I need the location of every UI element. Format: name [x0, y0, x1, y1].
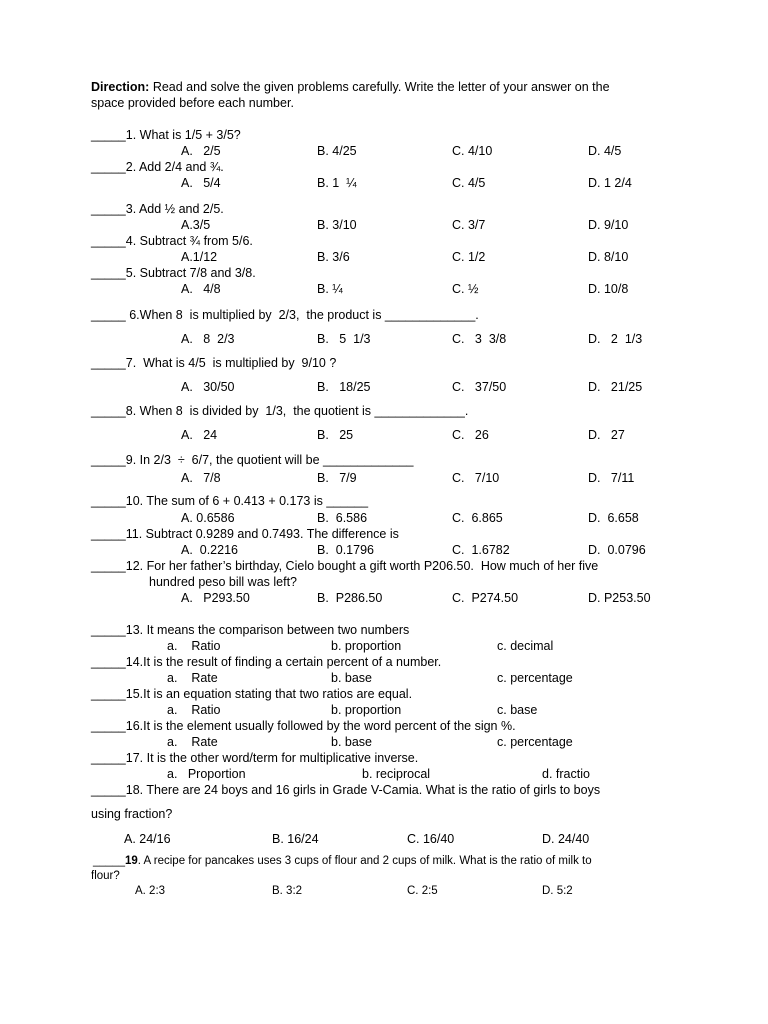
question-13: _____13. It means the comparison between two numbers	[91, 623, 410, 637]
q19-number: 19	[124, 855, 138, 867]
q11-choice-c: C. 1.6782	[452, 543, 510, 557]
direction-line-2: space provided before each number.	[91, 96, 294, 110]
q10-choice-c: C. 6.865	[452, 511, 503, 525]
q11-choice-b: B. 0.1796	[317, 543, 374, 557]
q9-choice-b: B. 7/9	[317, 471, 357, 485]
q19-choice-b: B. 3:2	[272, 885, 303, 897]
direction-line-1	[91, 80, 610, 95]
q7-choice-a: A. 30/50	[181, 380, 235, 394]
q5-choice-b: B. ¼	[317, 282, 343, 296]
q18-choice-d: D. 24/40	[542, 832, 590, 846]
q9-choice-a: A. 7/8	[181, 471, 221, 485]
question-4: _____4. Subtract ¾ from 5/6.	[91, 234, 253, 248]
q10-choice-b: B. 6.586	[317, 511, 368, 525]
q19-blank: _____	[93, 855, 125, 867]
q1-choice-a: A. 2/5	[181, 144, 221, 158]
question-1: _____1. What is 1/5 + 3/5?	[91, 128, 241, 142]
q5-choice-a: A. 4/8	[181, 282, 221, 296]
q4-choice-a: A.1/12	[181, 250, 218, 264]
q19-choice-c: C. 2:5	[407, 885, 438, 897]
q3-choice-a: A.3/5	[181, 218, 211, 232]
q1-choice-d: D. 4/5	[588, 144, 622, 158]
q4-choice-d: D. 8/10	[588, 250, 629, 264]
q12-choice-a: A. P293.50	[181, 591, 250, 605]
q6-choice-a: A. 8 2/3	[181, 332, 235, 346]
q9-choice-c: C. 7/10	[452, 471, 500, 485]
q2-choice-c: C. 4/5	[452, 176, 486, 190]
q13-choice-c: c. decimal	[497, 639, 554, 653]
question-12: _____12. For her father’s birthday, Cielo bought a gift worth P206.50. How much of her five	[91, 559, 599, 573]
question-17: _____17. It is the other word/term for multiplicative inverse.	[91, 751, 419, 765]
question-15: _____15.It is an equation stating that two ratios are equal.	[91, 687, 413, 701]
q17-choice-d: d. fractio	[542, 767, 590, 781]
q5-choice-c: C. ½	[452, 282, 479, 296]
question-16: _____16.It is the element usually followed by the word percent of the sign %.	[91, 719, 516, 733]
q7-choice-c: C. 37/50	[452, 380, 507, 394]
q19-text: . A recipe for pancakes uses 3 cups of flour and 2 cups of milk. What is the ratio of milk to	[137, 855, 592, 867]
question-6: _____ 6.When 8 is multiplied by 2/3, the product is _____________.	[91, 308, 479, 322]
question-19	[93, 854, 592, 869]
question-8: _____8. When 8 is divided by 1/3, the quotient is _____________.	[91, 404, 469, 418]
q7-choice-b: B. 18/25	[317, 380, 371, 394]
question-11: _____11. Subtract 0.9289 and 0.7493. The difference is	[91, 527, 399, 541]
q1-choice-c: C. 4/10	[452, 144, 493, 158]
q11-choice-d: D. 0.0796	[588, 543, 646, 557]
direction-label: Direction:	[91, 80, 150, 94]
q10-choice-a: A. 0.6586	[181, 511, 235, 525]
q18-choice-b: B. 16/24	[272, 832, 319, 846]
q12-choice-b: B. P286.50	[317, 591, 383, 605]
q15-choice-b: b. proportion	[331, 703, 402, 717]
q4-choice-b: B. 3/6	[317, 250, 350, 264]
q6-choice-c: C. 3 3/8	[452, 332, 507, 346]
q2-choice-a: A. 5/4	[181, 176, 221, 190]
q2-choice-d: D. 1 2/4	[588, 176, 632, 190]
q4-choice-c: C. 1/2	[452, 250, 486, 264]
question-12-line-2: hundred peso bill was left?	[149, 575, 298, 589]
question-5: _____5. Subtract 7/8 and 3/8.	[91, 266, 256, 280]
q1-choice-b: B. 4/25	[317, 144, 357, 158]
q16-choice-c: c. percentage	[497, 735, 573, 749]
question-2: _____2. Add 2/4 and ¾.	[91, 160, 224, 174]
q14-choice-a: a. Rate	[167, 671, 218, 685]
q6-choice-d: D. 2 1/3	[588, 332, 643, 346]
q3-choice-c: C. 3/7	[452, 218, 486, 232]
question-9: _____9. In 2/3 ÷ 6/7, the quotient will be _____________	[91, 453, 414, 467]
question-14: _____14.It is the result of finding a certain percent of a number.	[91, 655, 442, 669]
q3-choice-b: B. 3/10	[317, 218, 357, 232]
direction-text: Read and solve the given problems carefully. Write the letter of your answer on the	[149, 80, 610, 94]
q8-choice-a: A. 24	[181, 428, 218, 442]
q14-choice-c: c. percentage	[497, 671, 573, 685]
q10-choice-d: D. 6.658	[588, 511, 639, 525]
question-18-line-2: using fraction?	[91, 807, 173, 821]
q2-choice-b: B. 1 ¼	[317, 176, 357, 190]
q3-choice-d: D. 9/10	[588, 218, 629, 232]
q16-choice-b: b. base	[331, 735, 373, 749]
q17-choice-a: a. Proportion	[167, 767, 246, 781]
q12-choice-d: D. P253.50	[588, 591, 651, 605]
q7-choice-d: D. 21/25	[588, 380, 643, 394]
q17-choice-b: b. reciprocal	[362, 767, 431, 781]
q8-choice-b: B. 25	[317, 428, 354, 442]
q16-choice-a: a. Rate	[167, 735, 218, 749]
q8-choice-c: C. 26	[452, 428, 489, 442]
q14-choice-b: b. base	[331, 671, 373, 685]
q6-choice-b: B. 5 1/3	[317, 332, 371, 346]
q8-choice-d: D. 27	[588, 428, 625, 442]
q11-choice-a: A. 0.2216	[181, 543, 238, 557]
q15-choice-c: c. base	[497, 703, 538, 717]
question-7: _____7. What is 4/5 is multiplied by 9/10 ?	[91, 356, 337, 370]
q13-choice-a: a. Ratio	[167, 639, 221, 653]
q18-choice-c: C. 16/40	[407, 832, 455, 846]
question-3: _____3. Add ½ and 2/5.	[91, 202, 224, 216]
q19-choice-a: A. 2:3	[135, 885, 166, 897]
q5-choice-d: D. 10/8	[588, 282, 629, 296]
question-10: _____10. The sum of 6 + 0.413 + 0.173 is ______	[91, 494, 369, 508]
q19-choice-d: D. 5:2	[542, 885, 573, 897]
q13-choice-b: b. proportion	[331, 639, 402, 653]
q18-choice-a: A. 24/16	[124, 832, 171, 846]
question-18: _____18. There are 24 boys and 16 girls in Grade V-Camia. What is the ratio of girls to boys	[91, 783, 601, 797]
q9-choice-d: D. 7/11	[588, 471, 635, 485]
question-19-line-2: flour?	[91, 870, 120, 882]
q15-choice-a: a. Ratio	[167, 703, 221, 717]
q12-choice-c: C. P274.50	[452, 591, 519, 605]
